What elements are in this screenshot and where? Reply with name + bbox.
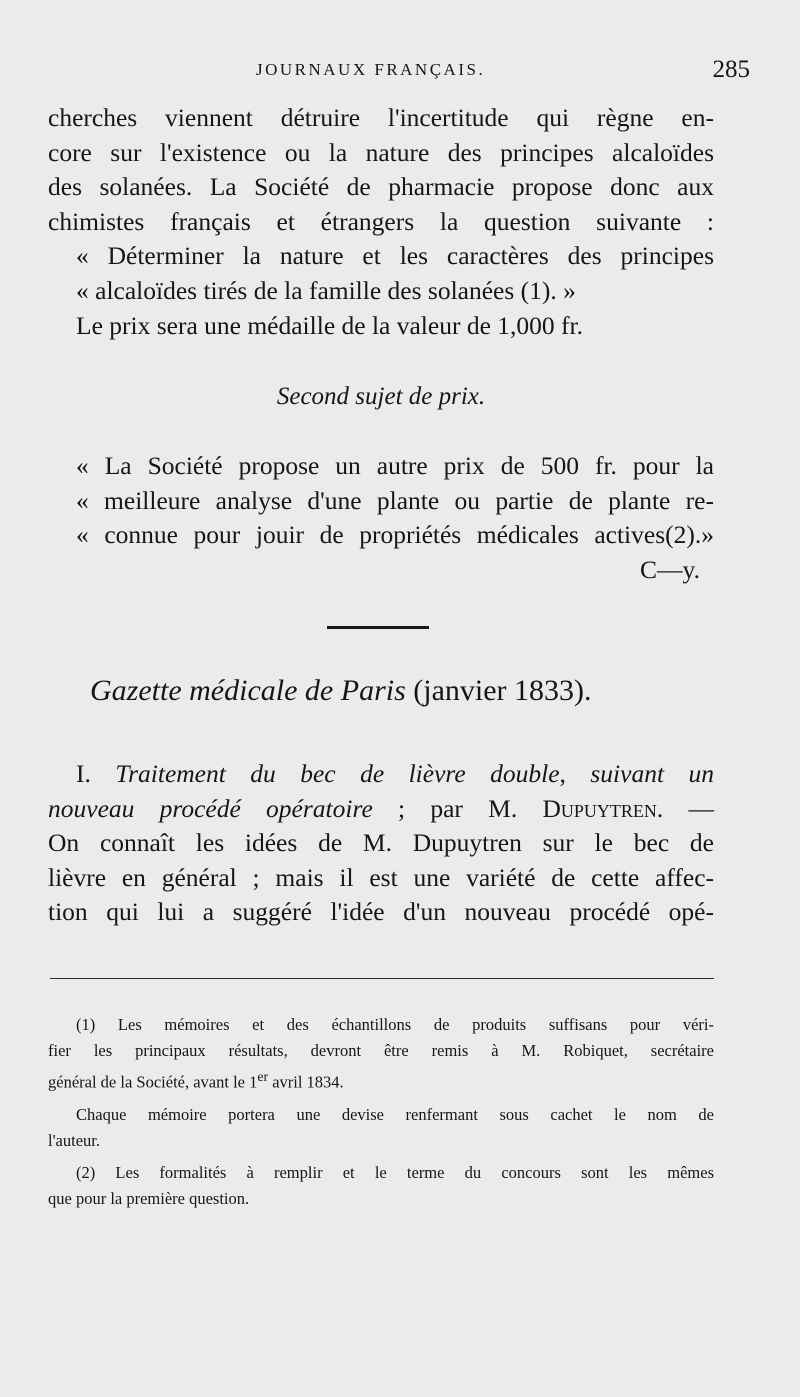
gazette-date: (janvier 1833).: [405, 674, 592, 707]
footnotes: [48, 1012, 714, 1218]
text-line: « alcaloïdes tirés de la famille des solanées (1). »: [76, 275, 576, 305]
article-title-line: [48, 792, 714, 827]
footnote-line: Chaque mémoire portera une devise renfermant sous cachet le nom de: [76, 1104, 714, 1124]
footnote-line: [48, 1064, 714, 1096]
prize-amount-line: Le prix sera une médaille de la valeur de 1,000 fr.: [76, 310, 583, 340]
article-numeral: I.: [76, 759, 116, 788]
article-title: Traitement du bec de lièvre double: [115, 759, 560, 788]
footnote-line: (1) Les mémoires et des échantillons de produits suffisans pour véri-: [76, 1015, 714, 1034]
gazette-title: Gazette médicale de Paris: [90, 674, 406, 707]
section-divider: [327, 626, 429, 629]
article-subtitle: nouveau procédé opératoire: [48, 793, 373, 823]
text-line: lièvre en général ; mais il est une variété de cette affec-: [48, 862, 714, 892]
text-line: cherches viennent détruire l'incertitude qui règne en-: [48, 103, 714, 132]
footnote-line: l'auteur.: [48, 1130, 100, 1150]
society-prize-text: [48, 101, 714, 343]
gazette-heading: [90, 674, 592, 708]
text-line: On connaît les idées de M. Dupuytren sur le bec de: [48, 828, 714, 858]
footnote-text: général de la Société, avant le 1: [48, 1072, 258, 1092]
text-line: « connue pour jouir de propriétés médicales actives(2).»: [76, 520, 714, 550]
footnote-text: avril 1834.: [268, 1072, 344, 1092]
running-header: [0, 56, 800, 86]
text-line: « La Société propose un autre prix de 500 fr. pour la: [76, 451, 714, 480]
second-prize-text: [48, 449, 714, 587]
signature: C—y.: [640, 554, 700, 584]
article-title-line: [48, 757, 714, 792]
text-line: « Déterminer la nature et les caractères des principes: [76, 241, 714, 271]
footnote-divider: [50, 978, 714, 979]
text-line: « meilleure analyse d'une plante ou partie de plante re-: [76, 485, 714, 515]
article-text: [48, 757, 714, 930]
text-line: chimistes français et étrangers la question suivante :: [48, 206, 714, 236]
article-by: ; par M.: [372, 793, 543, 823]
second-prize-subheading: Second sujet de prix.: [276, 383, 486, 410]
footnote-superscript: er: [257, 1069, 269, 1084]
page-number: 285: [712, 56, 750, 83]
footnote-2: [48, 1160, 714, 1212]
text-line: des solanées. La Société de pharmacie propose donc aux: [48, 172, 714, 202]
footnote-1b: [48, 1102, 714, 1154]
article-title-cont: suivant un: [590, 759, 714, 788]
text-line: tion qui lui a suggéré l'idée d'un nouveau procédé opé-: [48, 897, 714, 927]
footnote-line: (2) Les formalités à remplir et le terme du concours sont les mêmes: [76, 1162, 714, 1182]
article-author: Dupuytren: [542, 793, 657, 823]
footnote-line: que pour la première question.: [48, 1188, 250, 1208]
second-prize-section: [48, 380, 714, 415]
footnote-1: [48, 1012, 714, 1096]
running-title: JOURNAUX FRANÇAIS.: [256, 60, 486, 79]
article-dash: . —: [656, 793, 714, 823]
article-comma: ,: [559, 759, 591, 788]
text-line: core sur l'existence ou la nature des principes alcaloïdes: [48, 137, 714, 167]
footnote-line: fier les principaux résultats, devront être remis à M. Robiquet, secrétaire: [48, 1041, 714, 1060]
